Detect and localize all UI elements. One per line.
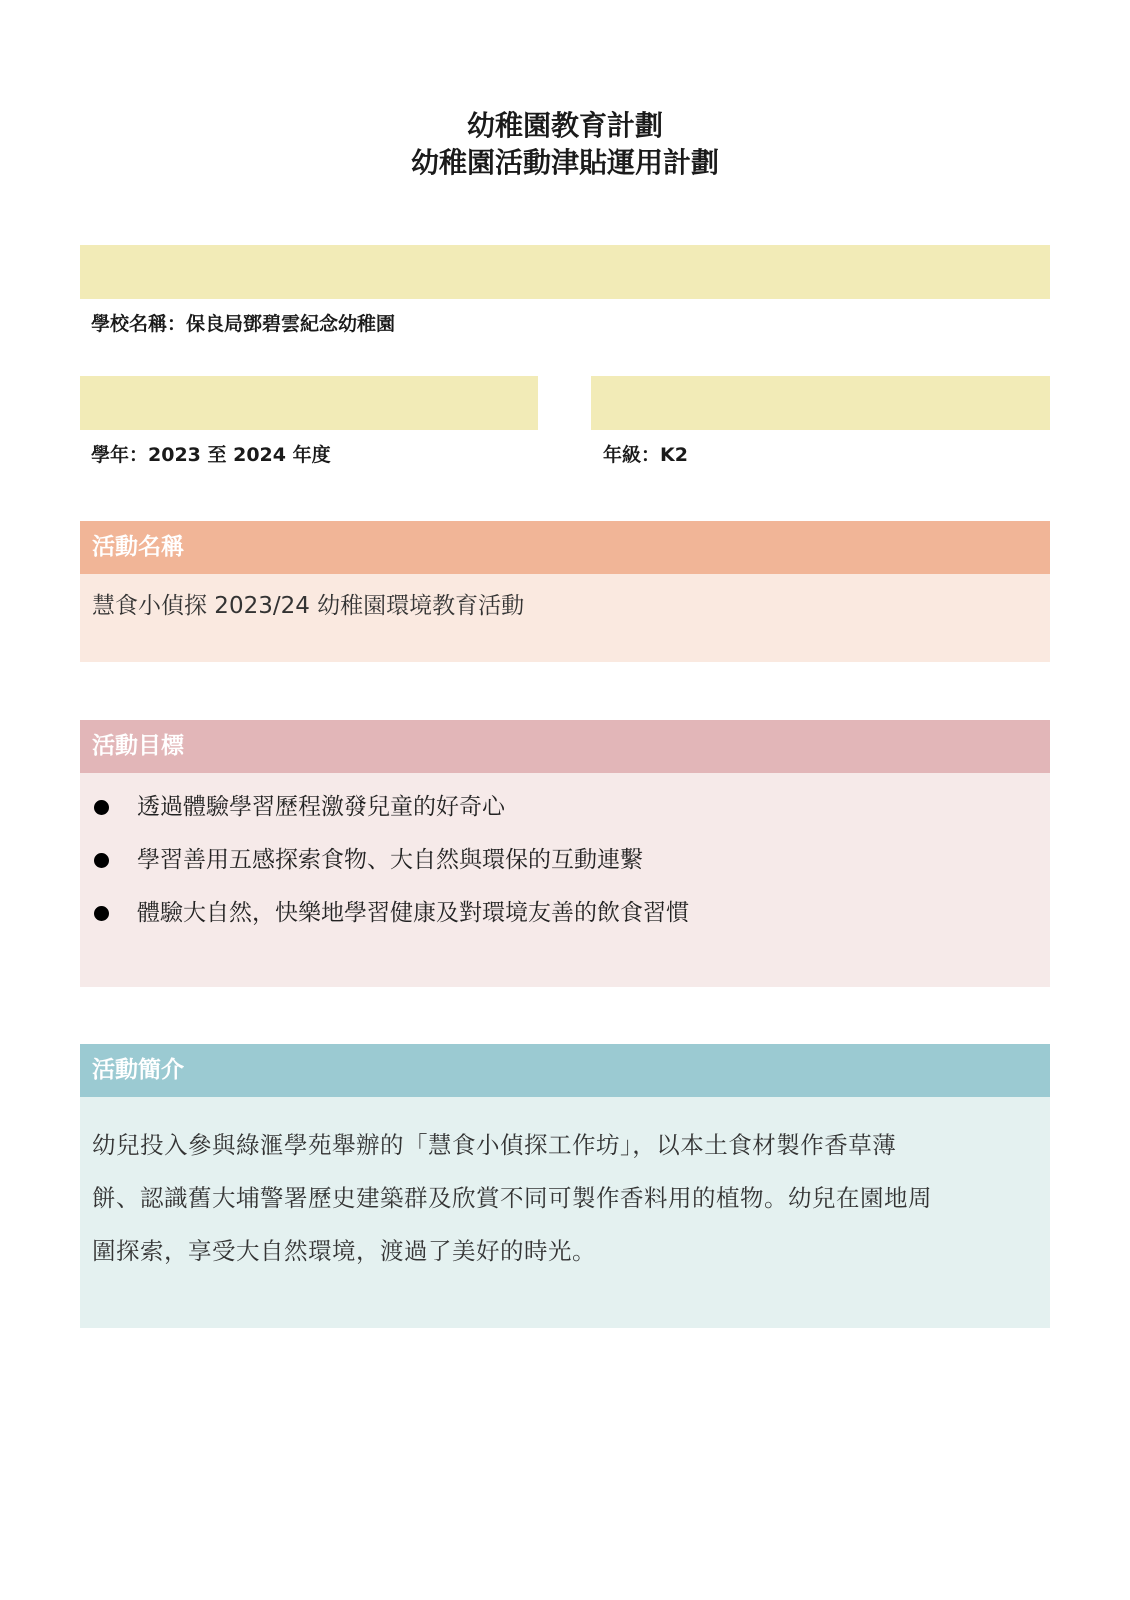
list-item: [92, 895, 1040, 948]
school-year-field: [80, 376, 538, 430]
school-year-label: 學年：2023 至 2024 年度: [91, 444, 331, 466]
activity-intro-heading: 活動簡介: [80, 1044, 1050, 1097]
bullet-icon: [94, 853, 109, 868]
goal-text: 學習善用五感探索食物、大自然與環保的互動連繫: [137, 847, 643, 873]
grade-field: [591, 376, 1050, 430]
intro-line: 餅、認識舊大埔警署歷史建築群及欣賞不同可製作香料用的植物。幼兒在園地周: [92, 1184, 932, 1212]
intro-line: 幼兒投入參與綠滙學苑舉辦的「慧食小偵探工作坊」，以本土食材製作香草薄: [92, 1131, 897, 1159]
activity-name-section: [80, 521, 1050, 662]
activity-name-content: 慧食小偵探 2023/24 幼稚園環境教育活動: [80, 574, 1050, 662]
activity-name-heading: 活動名稱: [80, 521, 1050, 574]
bullet-icon: [94, 906, 109, 921]
school-name-label: 學校名稱：保良局鄧碧雲紀念幼稚園: [91, 313, 396, 335]
list-item: [92, 789, 1040, 842]
activity-intro-content: [80, 1097, 1050, 1328]
bullet-icon: [94, 800, 109, 815]
document-title: 幼稚園教育計劃: [466, 109, 663, 142]
grade-label: 年級：K2: [603, 444, 688, 466]
activity-goals-list: [80, 773, 1050, 987]
list-item: [92, 842, 1040, 895]
activity-goals-heading: 活動目標: [80, 720, 1050, 773]
goal-text: 體驗大自然，快樂地學習健康及對環境友善的飲食習慣: [137, 900, 689, 926]
document-subtitle: 幼稚園活動津貼運用計劃: [410, 146, 719, 179]
intro-line: 圍探索，享受大自然環境，渡過了美好的時光。: [92, 1237, 596, 1265]
school-name-field: [80, 245, 1050, 299]
goal-text: 透過體驗學習歷程激發兒童的好奇心: [137, 794, 505, 820]
activity-intro-section: [80, 1044, 1050, 1328]
activity-goals-section: [80, 720, 1050, 987]
